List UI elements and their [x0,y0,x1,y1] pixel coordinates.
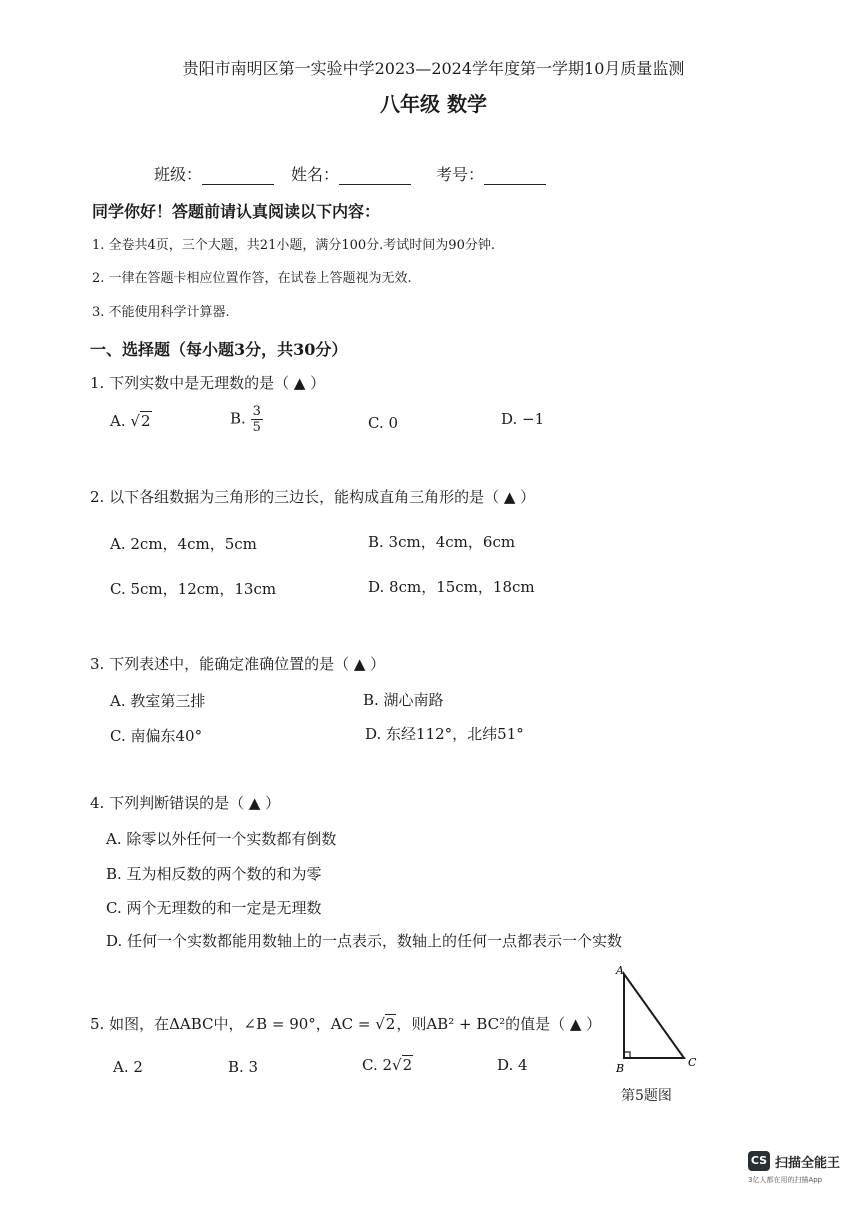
q1-b-prefix: B. [230,409,246,428]
q4-stem: 4. 下列判断错误的是（ ▲ ） [90,794,281,812]
q4-option-b: B. 互为相反数的两个数的和为零 [106,865,322,883]
exam-no-blank [484,168,546,185]
q3-option-c: C. 南偏东40° [110,727,203,745]
scanner-app-name: 扫描全能王 [775,1156,841,1171]
q4-option-d: D. 任何一个实数都能用数轴上的一点表示，数轴上的任何一点都表示一个实数 [106,932,623,950]
scanner-watermark [748,1151,858,1187]
q1-stem: 1. 下列实数中是无理数的是（ ▲ ） [90,374,326,392]
q5-stem-part-b: ，则AB² + BC²的值是（ ▲ ） [396,1015,602,1033]
triangle-abc [624,974,684,1058]
q5-option-d: D. 4 [497,1056,528,1074]
q5-figure-caption: 第5题图 [621,1088,672,1104]
q2-option-b: B. 3cm，4cm，6cm [368,533,516,551]
name-field [291,162,411,185]
vertex-b-label: B [616,1062,625,1075]
vertex-c-label: C [688,1056,697,1069]
exam-no-label: 考号： [436,165,485,184]
q5-stem-part-a: 5. 如图，在ΔABC中，∠B = 90°，AC = [90,1015,376,1033]
q2-option-a: A. 2cm，4cm，5cm [110,535,257,553]
section-heading: 一、选择题（每小题3分，共30分） [90,340,348,359]
q5-radicand: 2 [385,1015,396,1033]
exam-subtitle: 八年级 数学 [380,92,487,116]
class-label: 班级： [154,165,203,184]
q3-option-d: D. 东经112°，北纬51° [365,725,524,743]
q5-triangle-figure [608,962,708,1080]
q5-option-b: B. 3 [228,1058,259,1076]
q4-option-a: A. 除零以外任何一个实数都有倒数 [106,830,337,848]
q2-option-d: D. 8cm，15cm，18cm [368,578,535,596]
q5-option-c [362,1056,413,1074]
q3-option-b: B. 湖心南路 [363,691,444,709]
vertex-a-label: A [616,964,624,977]
greeting: 同学你好！答题前请认真阅读以下内容： [92,202,381,221]
q2-stem: 2. 以下各组数据为三角形的三边长，能构成直角三角形的是（ ▲ ） [90,488,536,506]
q1-b-numerator: 3 [252,404,261,419]
sqrt-symbol: √ [392,1056,402,1074]
class-field [154,162,274,185]
sqrt-symbol: √ [375,1015,385,1033]
q1-a-radicand: 2 [140,412,151,430]
name-blank [339,168,411,185]
q1-a-prefix: A. [110,412,126,430]
q2-option-c: C. 5cm，12cm，13cm [110,580,277,598]
exam-title: 贵阳市南明区第一实验中学2023—2024学年度第一学期10月质量监测 [182,59,685,78]
q3-option-a: A. 教室第三排 [110,692,206,710]
q1-option-b [230,404,263,435]
note-1: 1. 全卷共4页，三个大题，共21小题，满分100分.考试时间为90分钟. [92,238,495,253]
q1-option-a [110,412,152,430]
q1-b-denominator: 5 [252,420,261,435]
q1-b-fraction [251,404,263,435]
class-blank [202,168,274,185]
q1-option-c: C. 0 [368,414,399,432]
q3-stem: 3. 下列表述中，能确定准确位置的是（ ▲ ） [90,655,386,673]
name-label: 姓名： [291,165,340,184]
scanner-slogan: 3亿人都在用的扫描App [748,1176,823,1184]
sqrt-symbol: √ [130,412,140,430]
note-3: 3. 不能使用科学计算器. [92,305,230,320]
scanner-logo-icon: CS [748,1151,770,1171]
note-2: 2. 一律在答题卡相应位置作答，在试卷上答题视为无效. [92,271,412,286]
q1-option-d: D. −1 [501,410,545,428]
q5-stem [90,1013,601,1034]
exam-no-field [436,162,546,185]
q5-c-prefix: C. 2 [362,1056,393,1074]
q4-option-c: C. 两个无理数的和一定是无理数 [106,899,322,917]
q5-c-radicand: 2 [402,1056,413,1074]
q5-option-a: A. 2 [113,1058,143,1076]
